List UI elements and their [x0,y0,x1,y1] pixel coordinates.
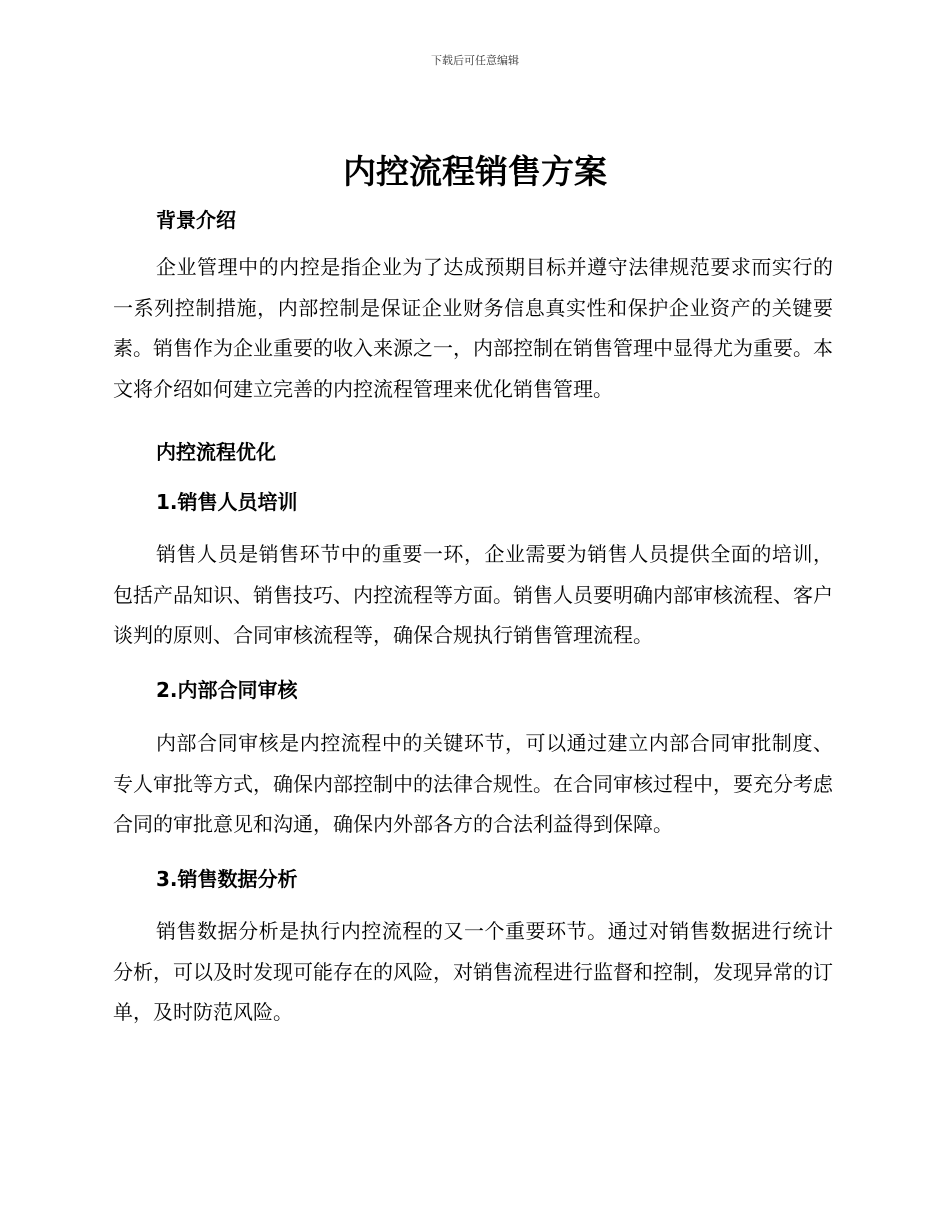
section-paragraph-contract-review: 内部合同审核是内控流程中的关键环节，可以通过建立内部合同审批制度、专人审批等方式，确保内部控制中的法律合规性。在合同审核过程中，要充分考虑合同的审批意见和沟通，确保内外部各方的合法利益得到保障。 [113,730,833,837]
page-header-note: 下载后可任意编辑 [431,54,519,67]
section-paragraph-training: 销售人员是销售环节中的重要一环，企业需要为销售人员提供全面的培训，包括产品知识、销售技巧、内控流程等方面。销售人员要明确内部审核流程、客户谈判的原则、合同审核流程等，确保合规执行销售管理流程。 [113,541,833,648]
section-heading-background: 背景介绍 [156,208,236,232]
document-body [113,202,833,1033]
section-heading-optimization: 内控流程优化 [156,439,276,464]
document-title: 内控流程销售方案 [343,152,607,191]
section-heading-training: 1.销售人员培训 [156,489,298,514]
section-paragraph-data-analysis: 销售数据分析是执行内控流程的又一个重要环节。通过对销售数据进行统计分析，可以及时发现可能存在的风险，对销售流程进行监督和控制，发现异常的订单，及时防范风险。 [113,919,833,1025]
section-heading-data-analysis: 3.销售数据分析 [156,867,298,892]
section-paragraph-background: 企业管理中的内控是指企业为了达成预期目标并遵守法律规范要求而实行的一系列控制措施，内部控制是保证企业财务信息真实性和保护企业资产的关键要素。销售作为企业重要的收入来源之一，内部控制在销售管理中显得尤为重要。本文将介绍如何建立完善的内控流程管理来优化销售管理。 [113,255,833,402]
section-heading-contract-review: 2.内部合同审核 [156,677,298,702]
